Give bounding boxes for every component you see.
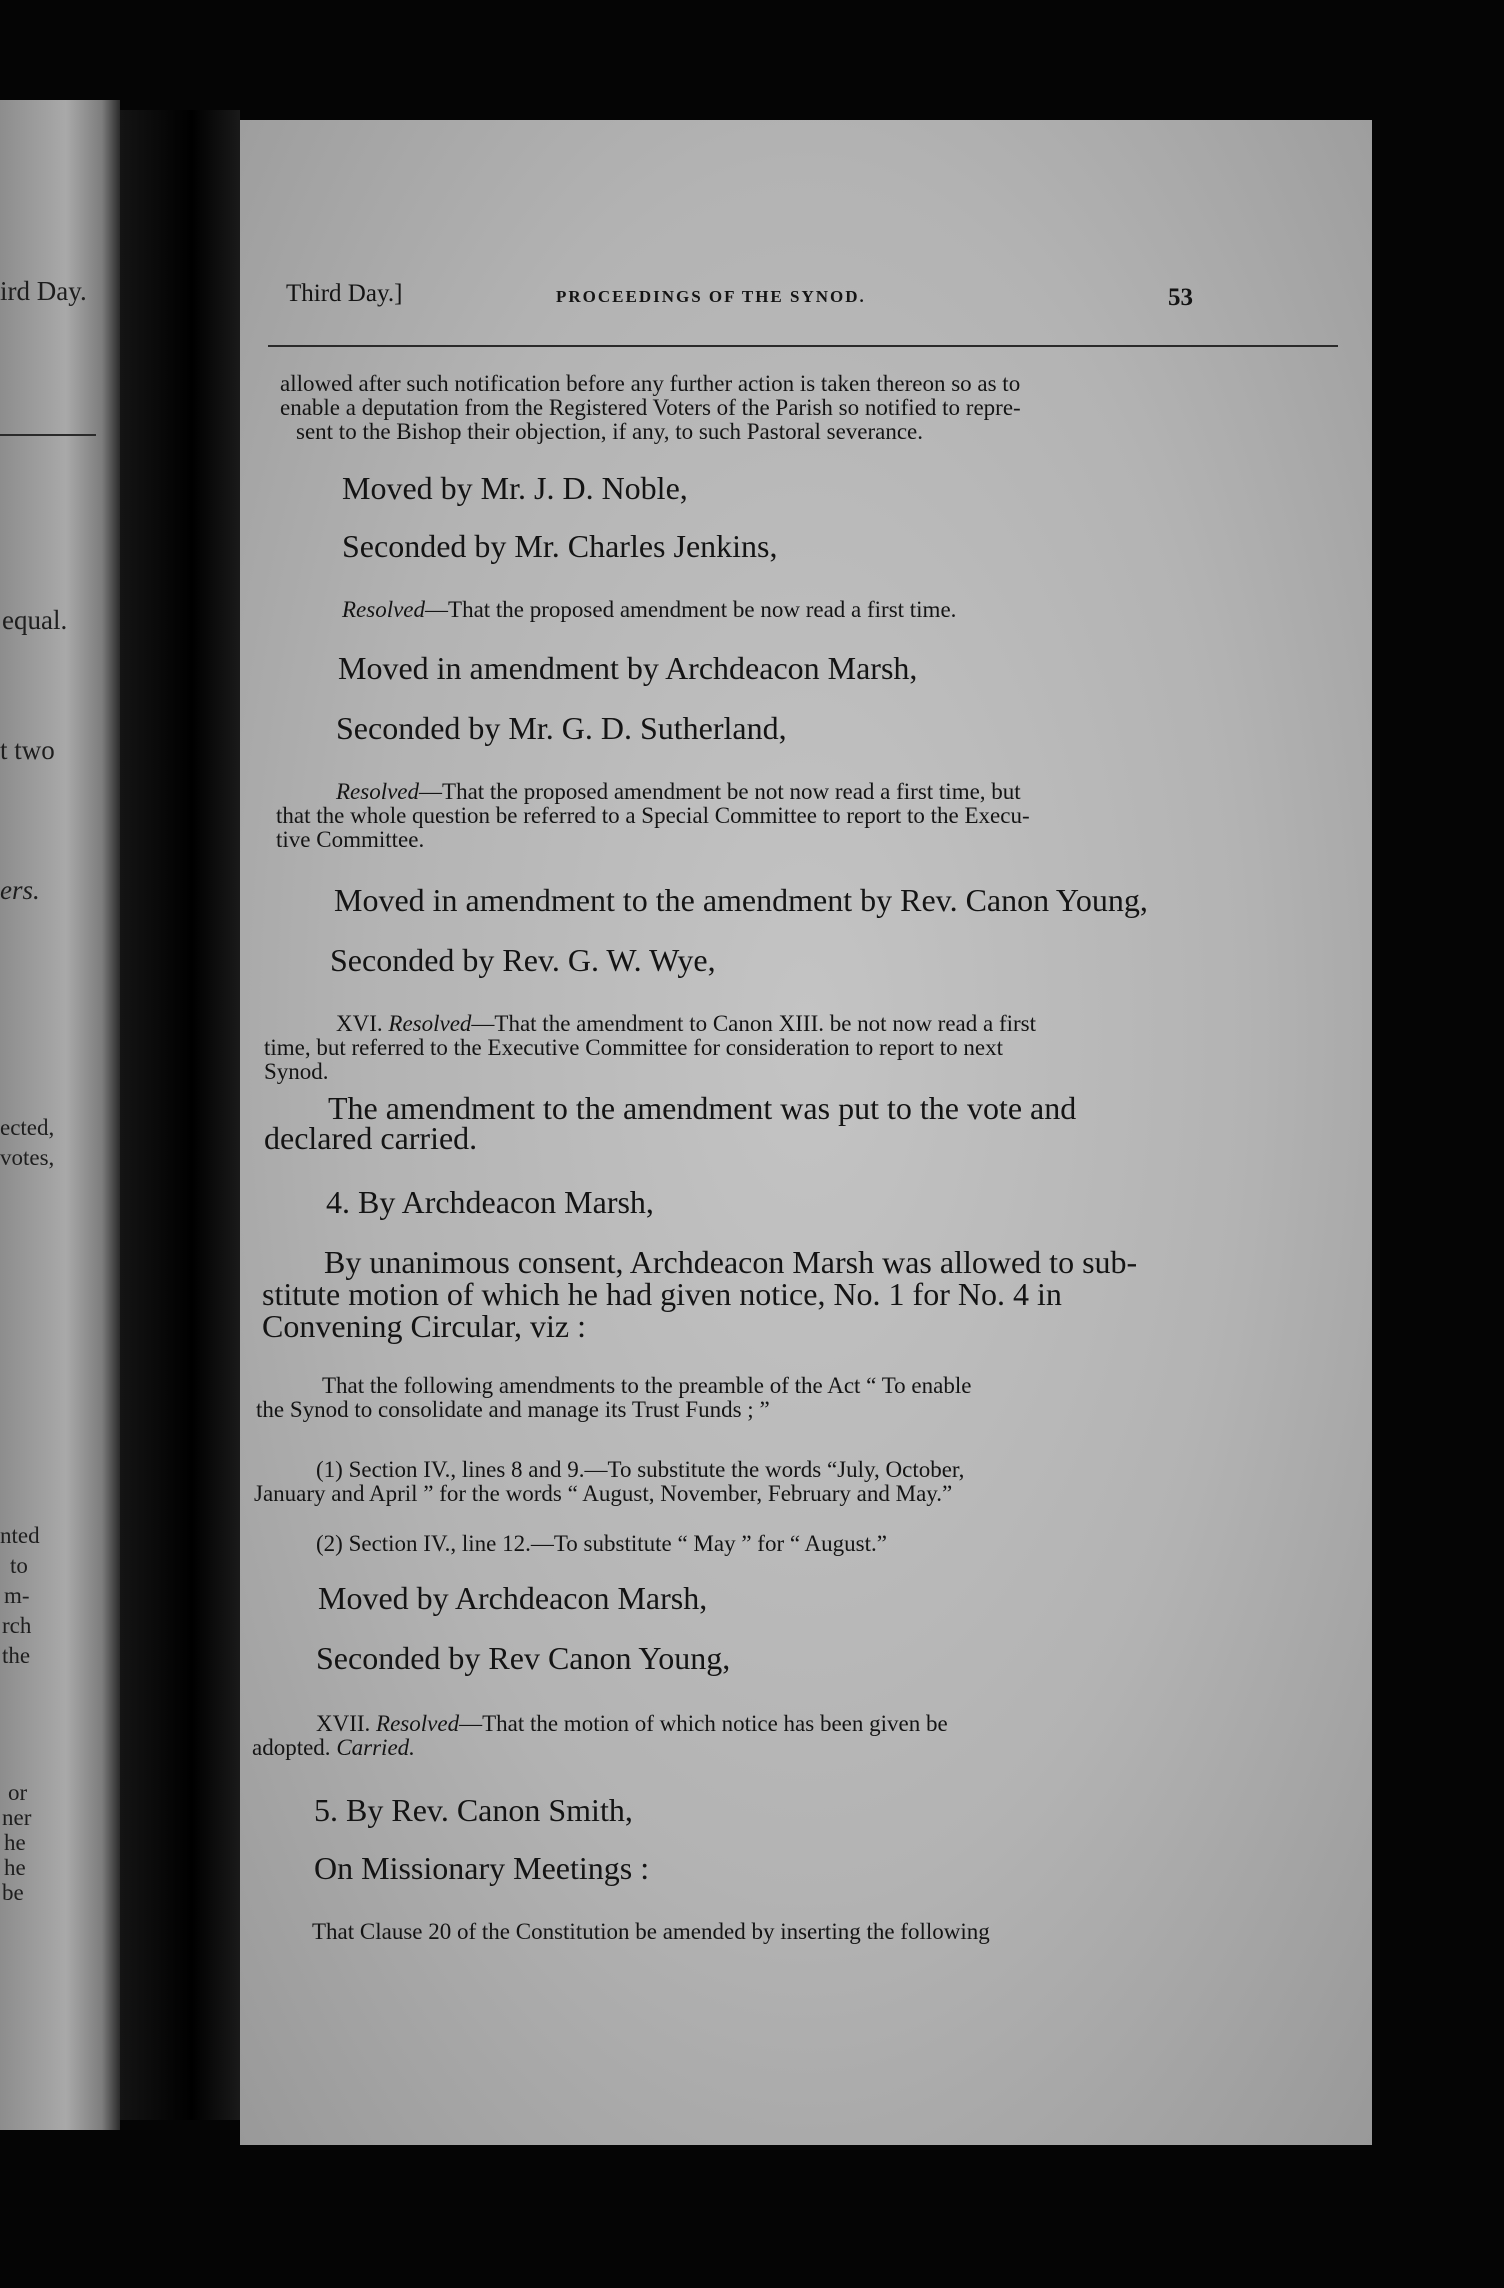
resolution-line: tive Committee. (276, 827, 425, 852)
left-page-fragment: or (8, 1780, 28, 1805)
amendment-line: January and April ” for the words “ August, November, February and May.” (254, 1481, 953, 1506)
moved-by-line: Moved in amendment to the amendment by Rev. Canon Young, (334, 882, 1148, 918)
resolution-line (342, 598, 956, 622)
moved-by-line: Moved in amendment by Archdeacon Marsh, (338, 650, 918, 686)
seconded-by-line: Seconded by Mr. G. D. Sutherland, (336, 710, 787, 746)
left-page-fragment: to (10, 1553, 28, 1578)
resolution-line (316, 1712, 948, 1736)
left-page-fragment: be (2, 1880, 24, 1905)
resolution-number: XVII. (316, 1711, 371, 1736)
header-rule (268, 345, 1338, 347)
vote-result-line: The amendment to the amendment was put to the vote and (328, 1090, 1077, 1126)
body-line: Convening Circular, viz : (262, 1308, 586, 1344)
body-line: That Clause 20 of the Constitution be amended by inserting the following (312, 1919, 990, 1944)
seconded-by-line: Seconded by Rev. G. W. Wye, (330, 942, 716, 978)
resolution-line (252, 1736, 415, 1760)
item-heading: 5. By Rev. Canon Smith, (314, 1792, 633, 1828)
resolution-text: —That the motion of which notice has been given be (459, 1711, 948, 1736)
body-line: sent to the Bishop their objection, if any, to such Pastoral severance. (296, 419, 924, 444)
body-line: stitute motion of which he had given notice, No. 1 for No. 4 in (262, 1276, 1062, 1312)
left-page-fragment: the (2, 1643, 31, 1668)
left-page-fragment: rch (2, 1613, 32, 1638)
left-page-fragment: ers. (0, 875, 40, 905)
amendment-line: (1) Section IV., lines 8 and 9.—To substitute the words “July, October, (316, 1457, 965, 1482)
carried-label: Carried. (336, 1735, 415, 1760)
item-heading: 4. By Archdeacon Marsh, (326, 1184, 654, 1220)
moved-by-line: Moved by Mr. J. D. Noble, (342, 470, 688, 506)
resolution-text: adopted. (252, 1735, 331, 1760)
left-page-fragment: ner (2, 1805, 32, 1830)
running-head-title: PROCEEDINGS OF THE SYNOD. (556, 287, 866, 306)
resolved-label: Resolved (388, 1011, 472, 1036)
body-line: allowed after such notification before any further action is taken thereon so as to (280, 371, 1021, 396)
resolution-line: Synod. (264, 1059, 329, 1084)
left-page-fragment: nted (0, 1523, 40, 1548)
resolved-label: Resolved (336, 779, 420, 804)
left-page-header: ird Day. (0, 276, 87, 306)
resolution-line: time, but referred to the Executive Committee for consideration to report to next (264, 1035, 1003, 1060)
moved-by-line: Moved by Archdeacon Marsh, (318, 1580, 708, 1616)
left-page-fragment: equal. (2, 605, 68, 635)
book-gutter (120, 110, 240, 2120)
page-number: 53 (1168, 284, 1193, 311)
running-head-left: Third Day.] (286, 280, 403, 307)
body-line: enable a deputation from the Registered Voters of the Parish so notified to repre- (280, 395, 1021, 420)
left-page-fragment: votes, (0, 1145, 55, 1170)
resolution-line: that the whole question be referred to a Special Committee to report to the Execu- (276, 803, 1030, 828)
left-facing-page (0, 100, 120, 2130)
resolution-number: XVI. (336, 1011, 383, 1036)
section-heading: On Missionary Meetings : (314, 1850, 650, 1886)
left-page-fragment: t two (0, 735, 55, 765)
left-page-fragment: ected, (0, 1115, 55, 1140)
resolution-text: —That the amendment to Canon XIII. be not now read a first (471, 1011, 1037, 1036)
vote-result-line: declared carried. (264, 1120, 478, 1156)
amendment-intro-line: the Synod to consolidate and manage its Trust Funds ; ” (256, 1397, 770, 1422)
resolution-text: —That the proposed amendment be now read a first time. (425, 597, 957, 622)
resolved-label: Resolved (342, 597, 426, 622)
resolution-line (336, 780, 1021, 804)
left-page-fragment: he (4, 1830, 26, 1855)
book-page (240, 120, 1372, 2145)
amendment-line: (2) Section IV., line 12.—To substitute “ May ” for “ August.” (316, 1531, 887, 1556)
seconded-by-line: Seconded by Mr. Charles Jenkins, (342, 528, 778, 564)
body-line: By unanimous consent, Archdeacon Marsh was allowed to sub- (324, 1244, 1138, 1280)
left-page-fragment: m- (4, 1583, 30, 1608)
resolved-label: Resolved (376, 1711, 460, 1736)
amendment-intro-line: That the following amendments to the preamble of the Act “ To enable (322, 1373, 972, 1398)
resolution-text: —That the proposed amendment be not now read a first time, but (419, 779, 1021, 804)
seconded-by-line: Seconded by Rev Canon Young, (316, 1640, 731, 1676)
left-page-fragment: he (4, 1855, 26, 1880)
resolution-line (336, 1012, 1036, 1036)
left-page-rule (0, 434, 96, 436)
